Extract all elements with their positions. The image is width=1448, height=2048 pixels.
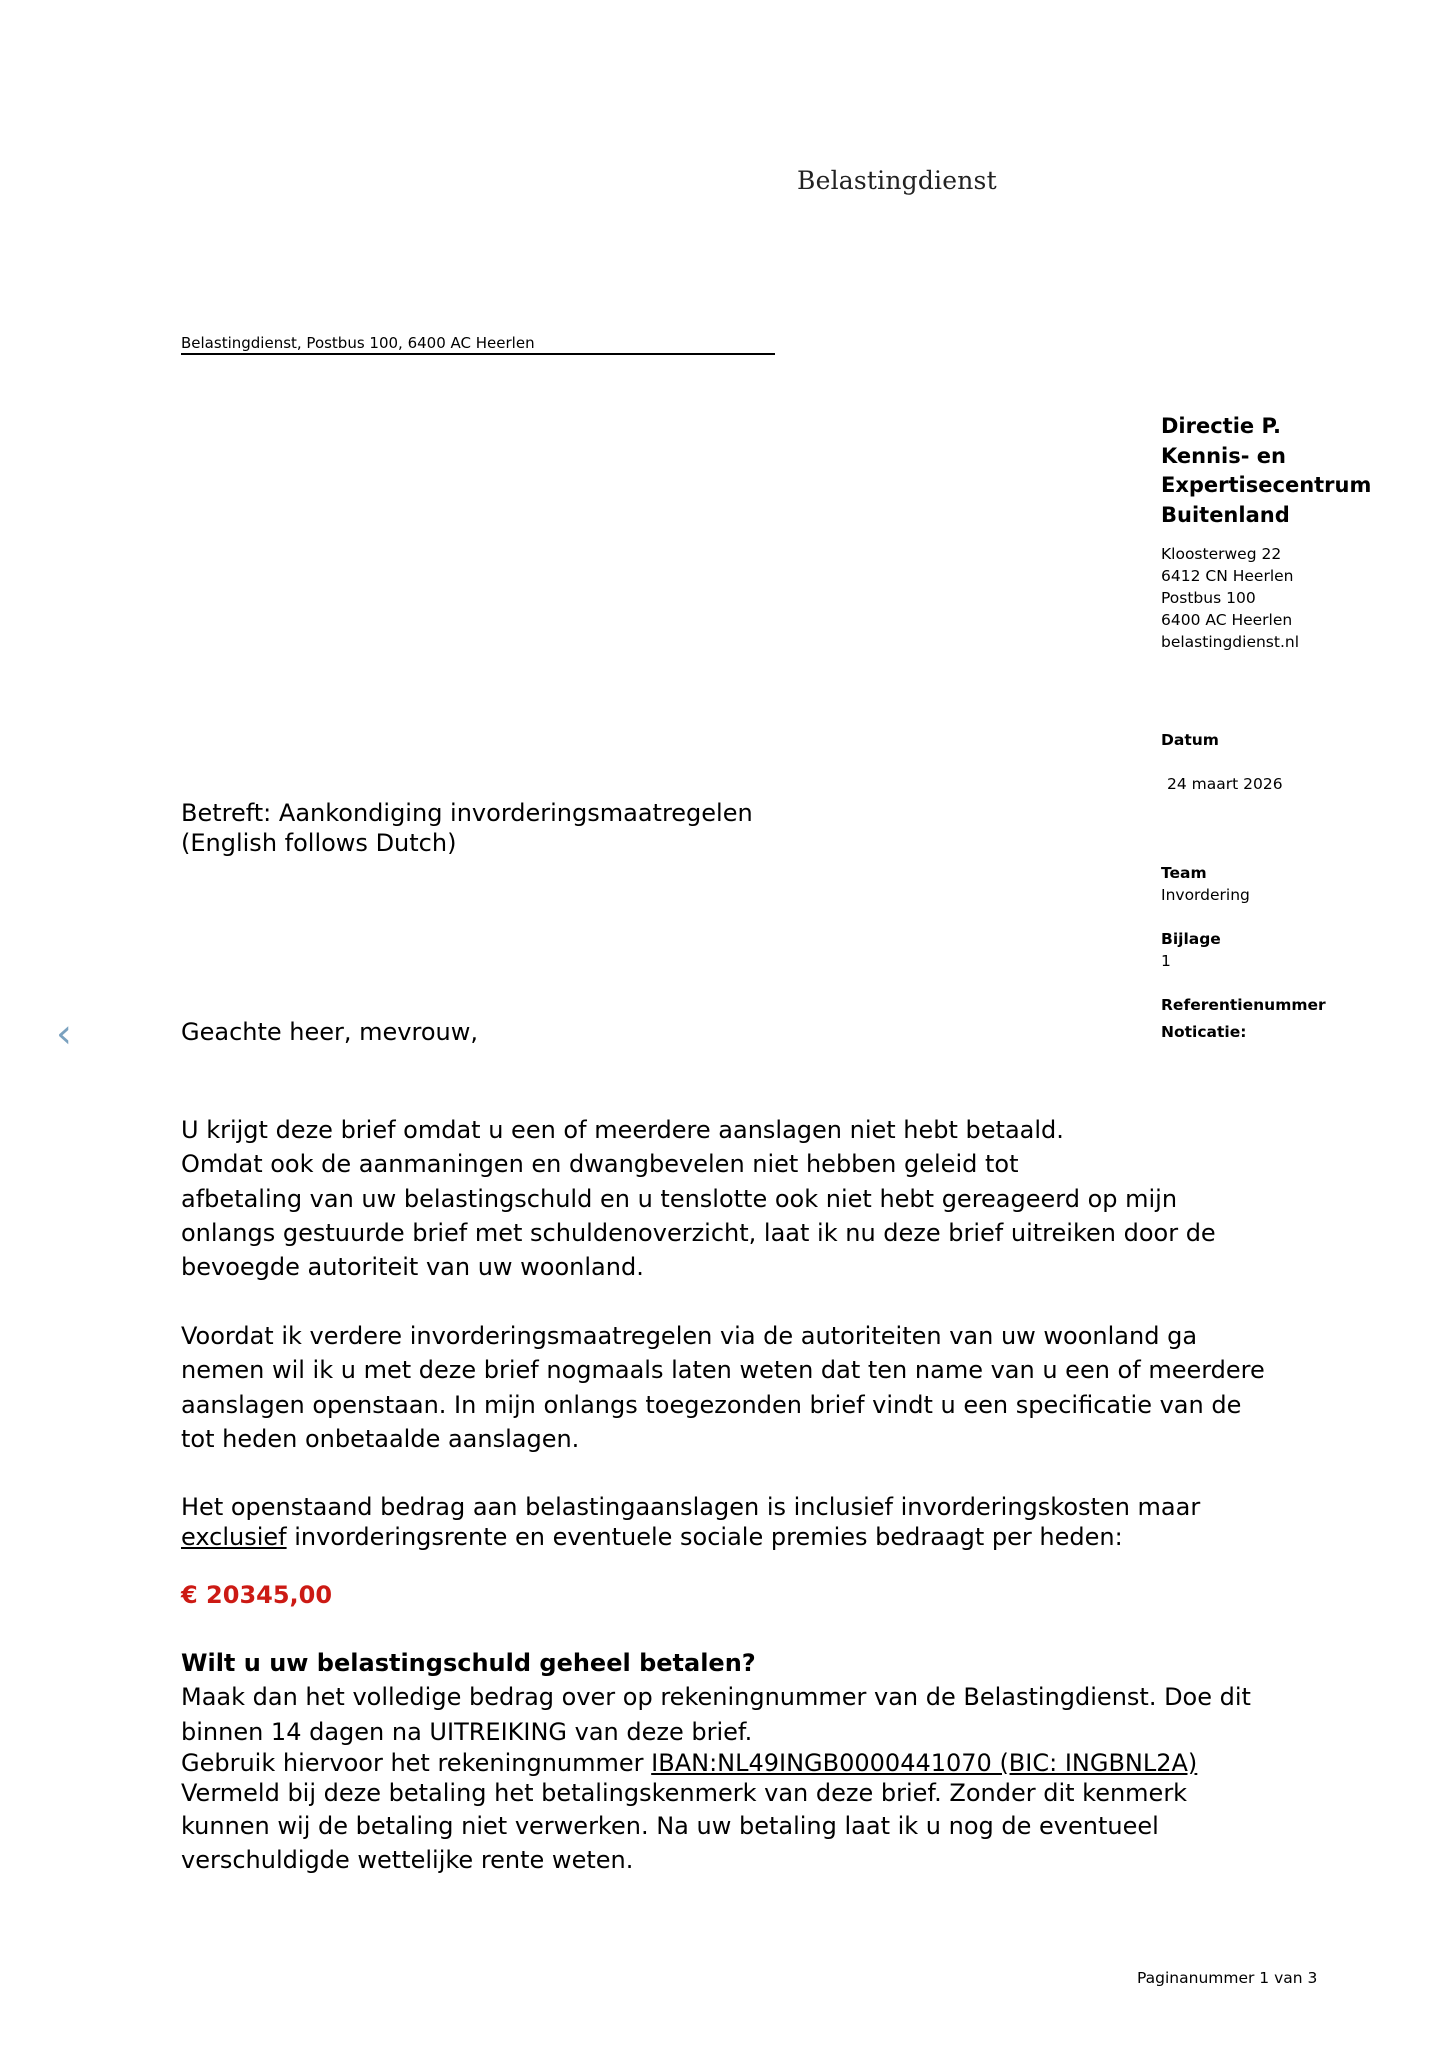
paragraph-line: Het openstaand bedrag aan belastingaanslagen is inclusief invorderingskosten maar <box>181 1493 1201 1521</box>
paragraph-warning <box>181 1319 1341 1456</box>
page-number: Paginanummer 1 van 3 <box>1137 1969 1318 1987</box>
paragraph-payment <box>181 1646 1341 1877</box>
paragraph-line: onlangs gestuurde brief met schuldenoverzicht, laat ik nu deze brief uitreiken door de <box>181 1218 1216 1247</box>
paragraph-line <box>181 1522 1341 1552</box>
date-value: 24 maart 2026 <box>1167 775 1283 793</box>
outstanding-amount: € 20345,00 <box>181 1581 333 1609</box>
subject-note: (English follows Dutch) <box>181 829 457 857</box>
paragraph-line: Maak dan het volledige bedrag over op rekeningnummer van de Belastingdienst. Doe dit <box>181 1683 1251 1712</box>
paragraph-line: Voordat ik verdere invorderingsmaatregelen via de autoriteiten van uw woonland ga <box>181 1322 1198 1350</box>
department-line: Directie P. <box>1161 414 1281 438</box>
paragraph-line: verschuldigde wettelijke rente weten. <box>181 1846 634 1875</box>
department-line: Expertisecentrum <box>1161 473 1372 497</box>
team-label: Team <box>1161 864 1207 882</box>
paragraph-line: kunnen wij de betaling niet verwerken. Na uw betaling laat ik u nog de eventueel <box>181 1811 1159 1840</box>
address-line: 6400 AC Heerlen <box>1161 611 1293 629</box>
team-value: Invordering <box>1161 886 1250 904</box>
paragraph-line: afbetaling van uw belastingschuld en u tenslotte ook niet hebt gereageerd op mijn <box>181 1184 1178 1213</box>
return-address: Belastingdienst, Postbus 100, 6400 AC Heerlen <box>181 334 535 352</box>
subject-line: Betreft: Aankondiging invorderingsmaatregelen <box>181 799 753 827</box>
paragraph-line: aanslagen openstaan. In mijn onlangs toegezonden brief vindt u een specificatie van de <box>181 1390 1242 1419</box>
paragraph-line: binnen 14 dagen na UITREIKING van deze brief. <box>181 1717 753 1746</box>
address-line: Postbus 100 <box>1161 589 1256 607</box>
website-link[interactable]: belastingdienst.nl <box>1161 633 1300 651</box>
belastingdienst-logo: Belastingdienst <box>797 166 997 195</box>
return-address-rule <box>181 353 775 355</box>
department-line: Buitenland <box>1161 502 1290 527</box>
exclusive-emphasis: exclusief <box>181 1523 287 1551</box>
address-line: 6412 CN Heerlen <box>1161 567 1294 585</box>
paragraph-line: Omdat ook de aanmaningen en dwangbevelen niet hebben geleid tot <box>181 1150 1019 1179</box>
notice-label: Noticatie: <box>1161 1023 1247 1041</box>
salutation: Geachte heer, mevrouw, <box>181 1018 478 1046</box>
chevron-left-icon[interactable]: ‹ <box>56 1011 72 1057</box>
date-label: Datum <box>1161 731 1219 749</box>
paragraph-line: tot heden onbetaalde aanslagen. <box>181 1424 580 1453</box>
iban-link[interactable]: IBAN:NL49INGB0000441070 (BIC: INGBNL2A) <box>651 1748 1198 1777</box>
paragraph-line: bevoegde autoriteit van uw woonland. <box>181 1253 644 1282</box>
attachment-value: 1 <box>1161 952 1171 970</box>
sender-address <box>1161 543 1299 653</box>
subject <box>181 798 753 858</box>
paragraph-text: invorderingsrente en eventuele sociale premies bedraagt per heden: <box>286 1523 1123 1551</box>
paragraph-reason <box>181 1113 1341 1284</box>
paragraph-text: Gebruik hiervoor het rekeningnummer <box>181 1748 652 1777</box>
reference-label: Referentienummer <box>1161 996 1326 1014</box>
department-line: Kennis- en <box>1161 443 1286 468</box>
sender-department <box>1161 412 1371 530</box>
paragraph-line: Vermeld bij deze betaling het betalingskenmerk van deze brief. Zonder dit kenmerk <box>181 1778 1188 1807</box>
paragraph-line <box>181 1749 1341 1777</box>
paragraph-line: U krijgt deze brief omdat u een of meerdere aanslagen niet hebt betaald. <box>181 1116 1064 1144</box>
paragraph-amount-intro <box>181 1492 1341 1552</box>
attachment-label: Bijlage <box>1161 930 1221 948</box>
address-line: Kloosterweg 22 <box>1161 545 1282 563</box>
paragraph-line: nemen wil ik u met deze brief nogmaals laten weten dat ten name van u een of meerdere <box>181 1356 1265 1385</box>
payment-heading: Wilt u uw belastingschuld geheel betalen? <box>181 1649 756 1677</box>
